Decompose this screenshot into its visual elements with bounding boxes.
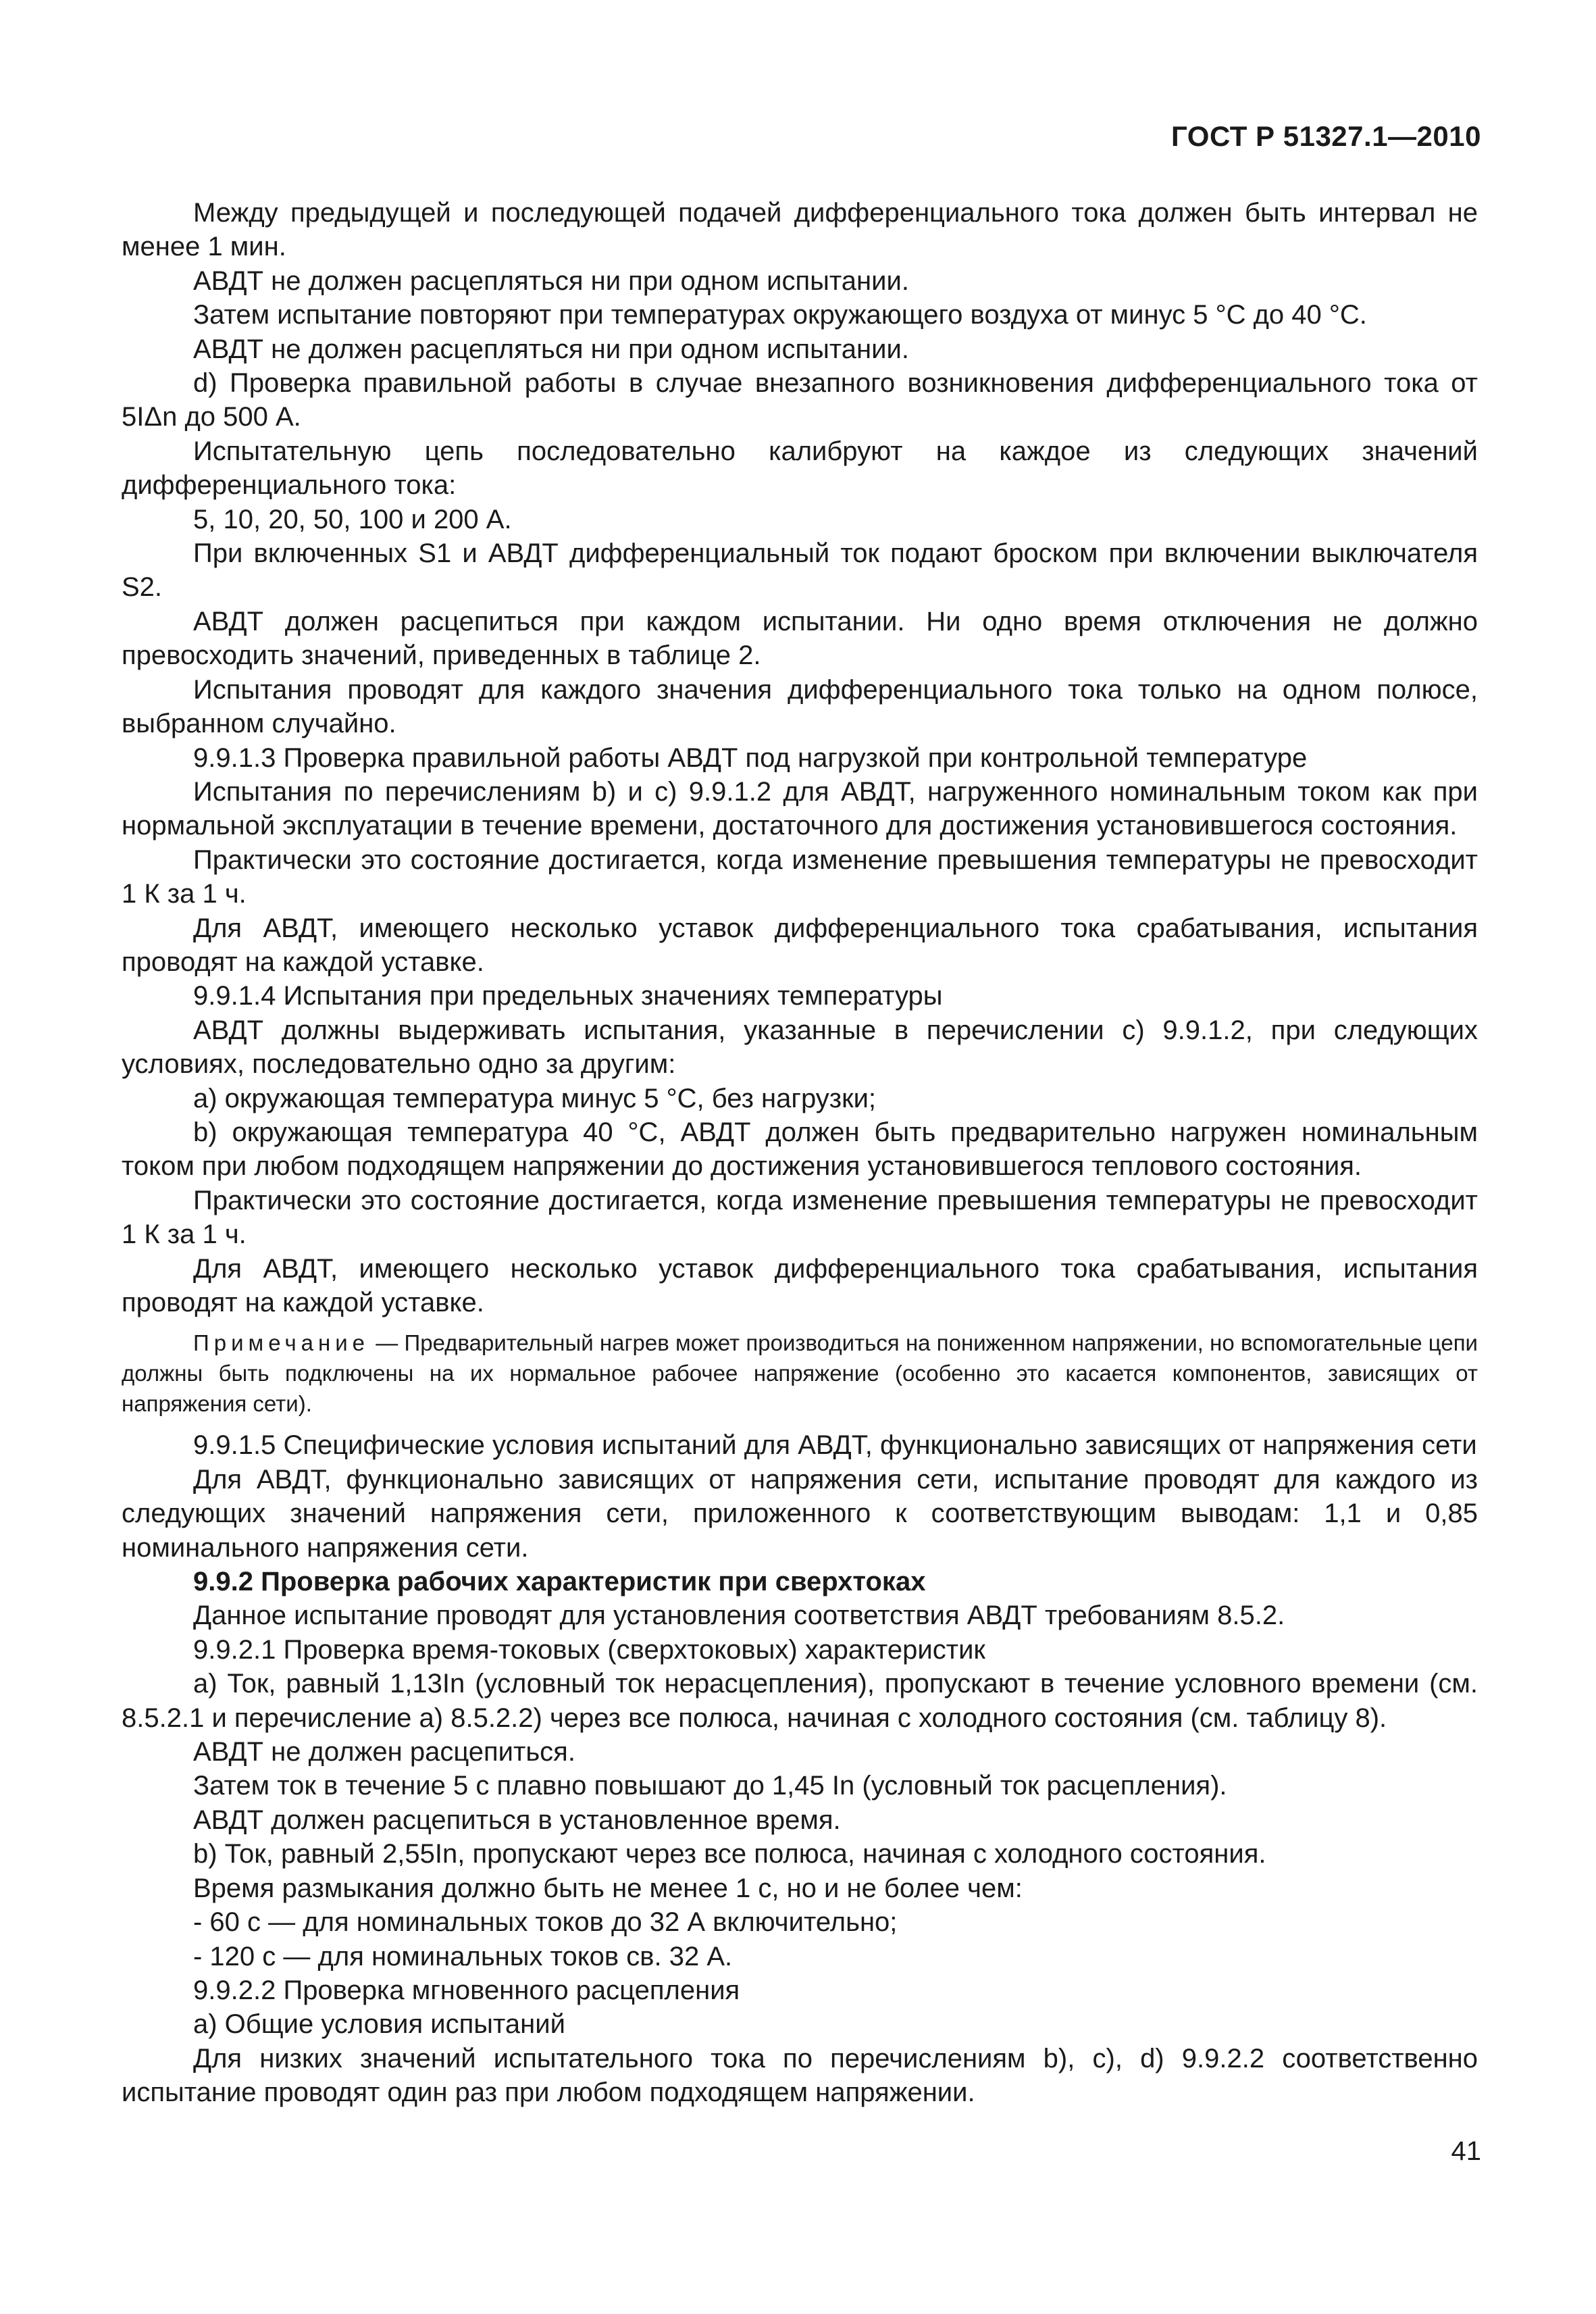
paragraph: Для АВДТ, имеющего несколько уставок дифференциального тока срабатывания, испытания проводят на каждой уставке. xyxy=(122,1253,1478,1317)
section-heading: 9.9.1.5 Специфические условия испытаний для АВДТ, функционально зависящих от напряжения сети xyxy=(193,1430,1477,1461)
note-text: Предварительный нагрев может производиться на пониженном напряжении, но вспомогательные цепи должны быть подключены на их нормальное рабочее напряжение (особенно это касается компонентов, зависящих от напряжения сети). xyxy=(122,1330,1478,1417)
section-heading: 9.9.1.3 Проверка правильной работы АВДТ под нагрузкой при контрольной температуре xyxy=(193,743,1308,773)
paragraph: При включенных S1 и АВДТ дифференциальный ток подают броском при включении выключателя S2. xyxy=(122,538,1478,603)
paragraph: Практически это состояние достигается, когда изменение превышения температуры не превосходит 1 К за 1 ч. xyxy=(122,1185,1478,1250)
paragraph: АВДТ не должен расцепляться ни при одном испытании. xyxy=(193,334,909,364)
paragraph: Затем испытание повторяют при температурах окружающего воздуха от минус 5 °С до 40 °С. xyxy=(193,300,1367,330)
list-item: b) окружающая температура 40 °С, АВДТ должен быть предварительно нагружен номинальным током при любом подходящем напряжении до достижения установившегося теплового состояния. xyxy=(122,1117,1478,1182)
paragraph: Испытания проводят для каждого значения дифференциального тока только на одном полюсе, выбранном случайно. xyxy=(122,674,1478,739)
paragraph: Практически это состояние достигается, когда изменение превышения температуры не превосходит 1 К за 1 ч. xyxy=(122,845,1478,909)
list-item: a) окружающая температура минус 5 °С, без нагрузки; xyxy=(193,1083,877,1113)
paragraph: АВДТ должны выдерживать испытания, указанные в перечислении с) 9.9.1.2, при следующих условиях, последовательно одно за другим: xyxy=(122,1015,1478,1080)
paragraph: Испытательную цепь последовательно калибруют на каждое из следующих значений дифференциального тока: xyxy=(122,436,1478,501)
list-item: a) Ток, равный 1,13In (условный ток нерасцепления), пропускают в течение условного времени (см. 8.5.2.1 и перечисление а) 8.5.2.2) через все полюса, начиная с холодного состояния (см. таблицу 8). xyxy=(122,1669,1478,1733)
section-heading: 9.9.2.1 Проверка время-токовых (сверхтоковых) характеристик xyxy=(193,1634,985,1665)
subsection-heading: 9.9.2 Проверка рабочих характеристик при сверхтоках xyxy=(193,1567,926,1597)
paragraph: АВДТ не должен расцепиться. xyxy=(193,1737,575,1767)
document-id: ГОСТ Р 51327.1—2010 xyxy=(1171,120,1481,152)
paragraph: АВДТ должен расцепиться в установленное время. xyxy=(193,1805,841,1835)
list-item: b) Ток, равный 2,55In, пропускают через все полюса, начиная с холодного состояния. xyxy=(193,1839,1266,1869)
paragraph: 5, 10, 20, 50, 100 и 200 А. xyxy=(193,504,512,534)
paragraph: Между предыдущей и последующей подачей дифференциального тока должен быть интервал не менее 1 мин. xyxy=(122,198,1478,262)
list-item: - 60 с — для номинальных токов до 32 А включительно; xyxy=(193,1907,898,1938)
note xyxy=(122,1328,1478,1419)
paragraph: Время размыкания должно быть не менее 1 с, но и не более чем: xyxy=(193,1873,1023,1903)
section-heading: 9.9.1.4 Испытания при предельных значениях температуры xyxy=(193,981,943,1011)
document-body xyxy=(122,196,1478,2110)
paragraph: Данное испытание проводят для установления соответствия АВДТ требованиям 8.5.2. xyxy=(193,1601,1285,1631)
page-number: 41 xyxy=(1451,2136,1481,2166)
paragraph: Испытания по перечислениям b) и c) 9.9.1.2 для АВДТ, нагруженного номинальным током как при нормальной эксплуатации в течение времени, достаточного для достижения установившегося состояния. xyxy=(122,776,1478,841)
paragraph: АВДТ не должен расцепляться ни при одном испытании. xyxy=(193,266,909,296)
paragraph: Для АВДТ, функционально зависящих от напряжения сети, испытание проводят для каждого из следующих значений напряжения сети, приложенного к соответствующим выводам: 1,1 и 0,85 номинального напряжения сети. xyxy=(122,1464,1478,1563)
list-item: - 120 с — для номинальных токов св. 32 А. xyxy=(193,1941,733,1971)
section-heading: 9.9.2.2 Проверка мгновенного расцепления xyxy=(193,1975,740,2005)
list-item: a) Общие условия испытаний xyxy=(193,2009,565,2040)
note-dash: — xyxy=(369,1330,405,1356)
paragraph: Для АВДТ, имеющего несколько уставок дифференциального тока срабатывания, испытания проводят на каждой уставке. xyxy=(122,913,1478,977)
paragraph: АВДТ должен расцепиться при каждом испытании. Ни одно время отключения не должно превосходить значений, приведенных в таблице 2. xyxy=(122,606,1478,671)
note-label: Примечание xyxy=(193,1330,370,1356)
paragraph: Для низких значений испытательного тока по перечислениям b), c), d) 9.9.2.2 соответственно испытание проводят один раз при любом подходящем напряжении. xyxy=(122,2043,1478,2108)
paragraph: Затем ток в течение 5 с плавно повышают до 1,45 In (условный ток расцепления). xyxy=(193,1771,1227,1801)
paragraph: d) Проверка правильной работы в случае внезапного возникновения дифференциального тока от 5IΔn до 500 А. xyxy=(122,368,1478,432)
